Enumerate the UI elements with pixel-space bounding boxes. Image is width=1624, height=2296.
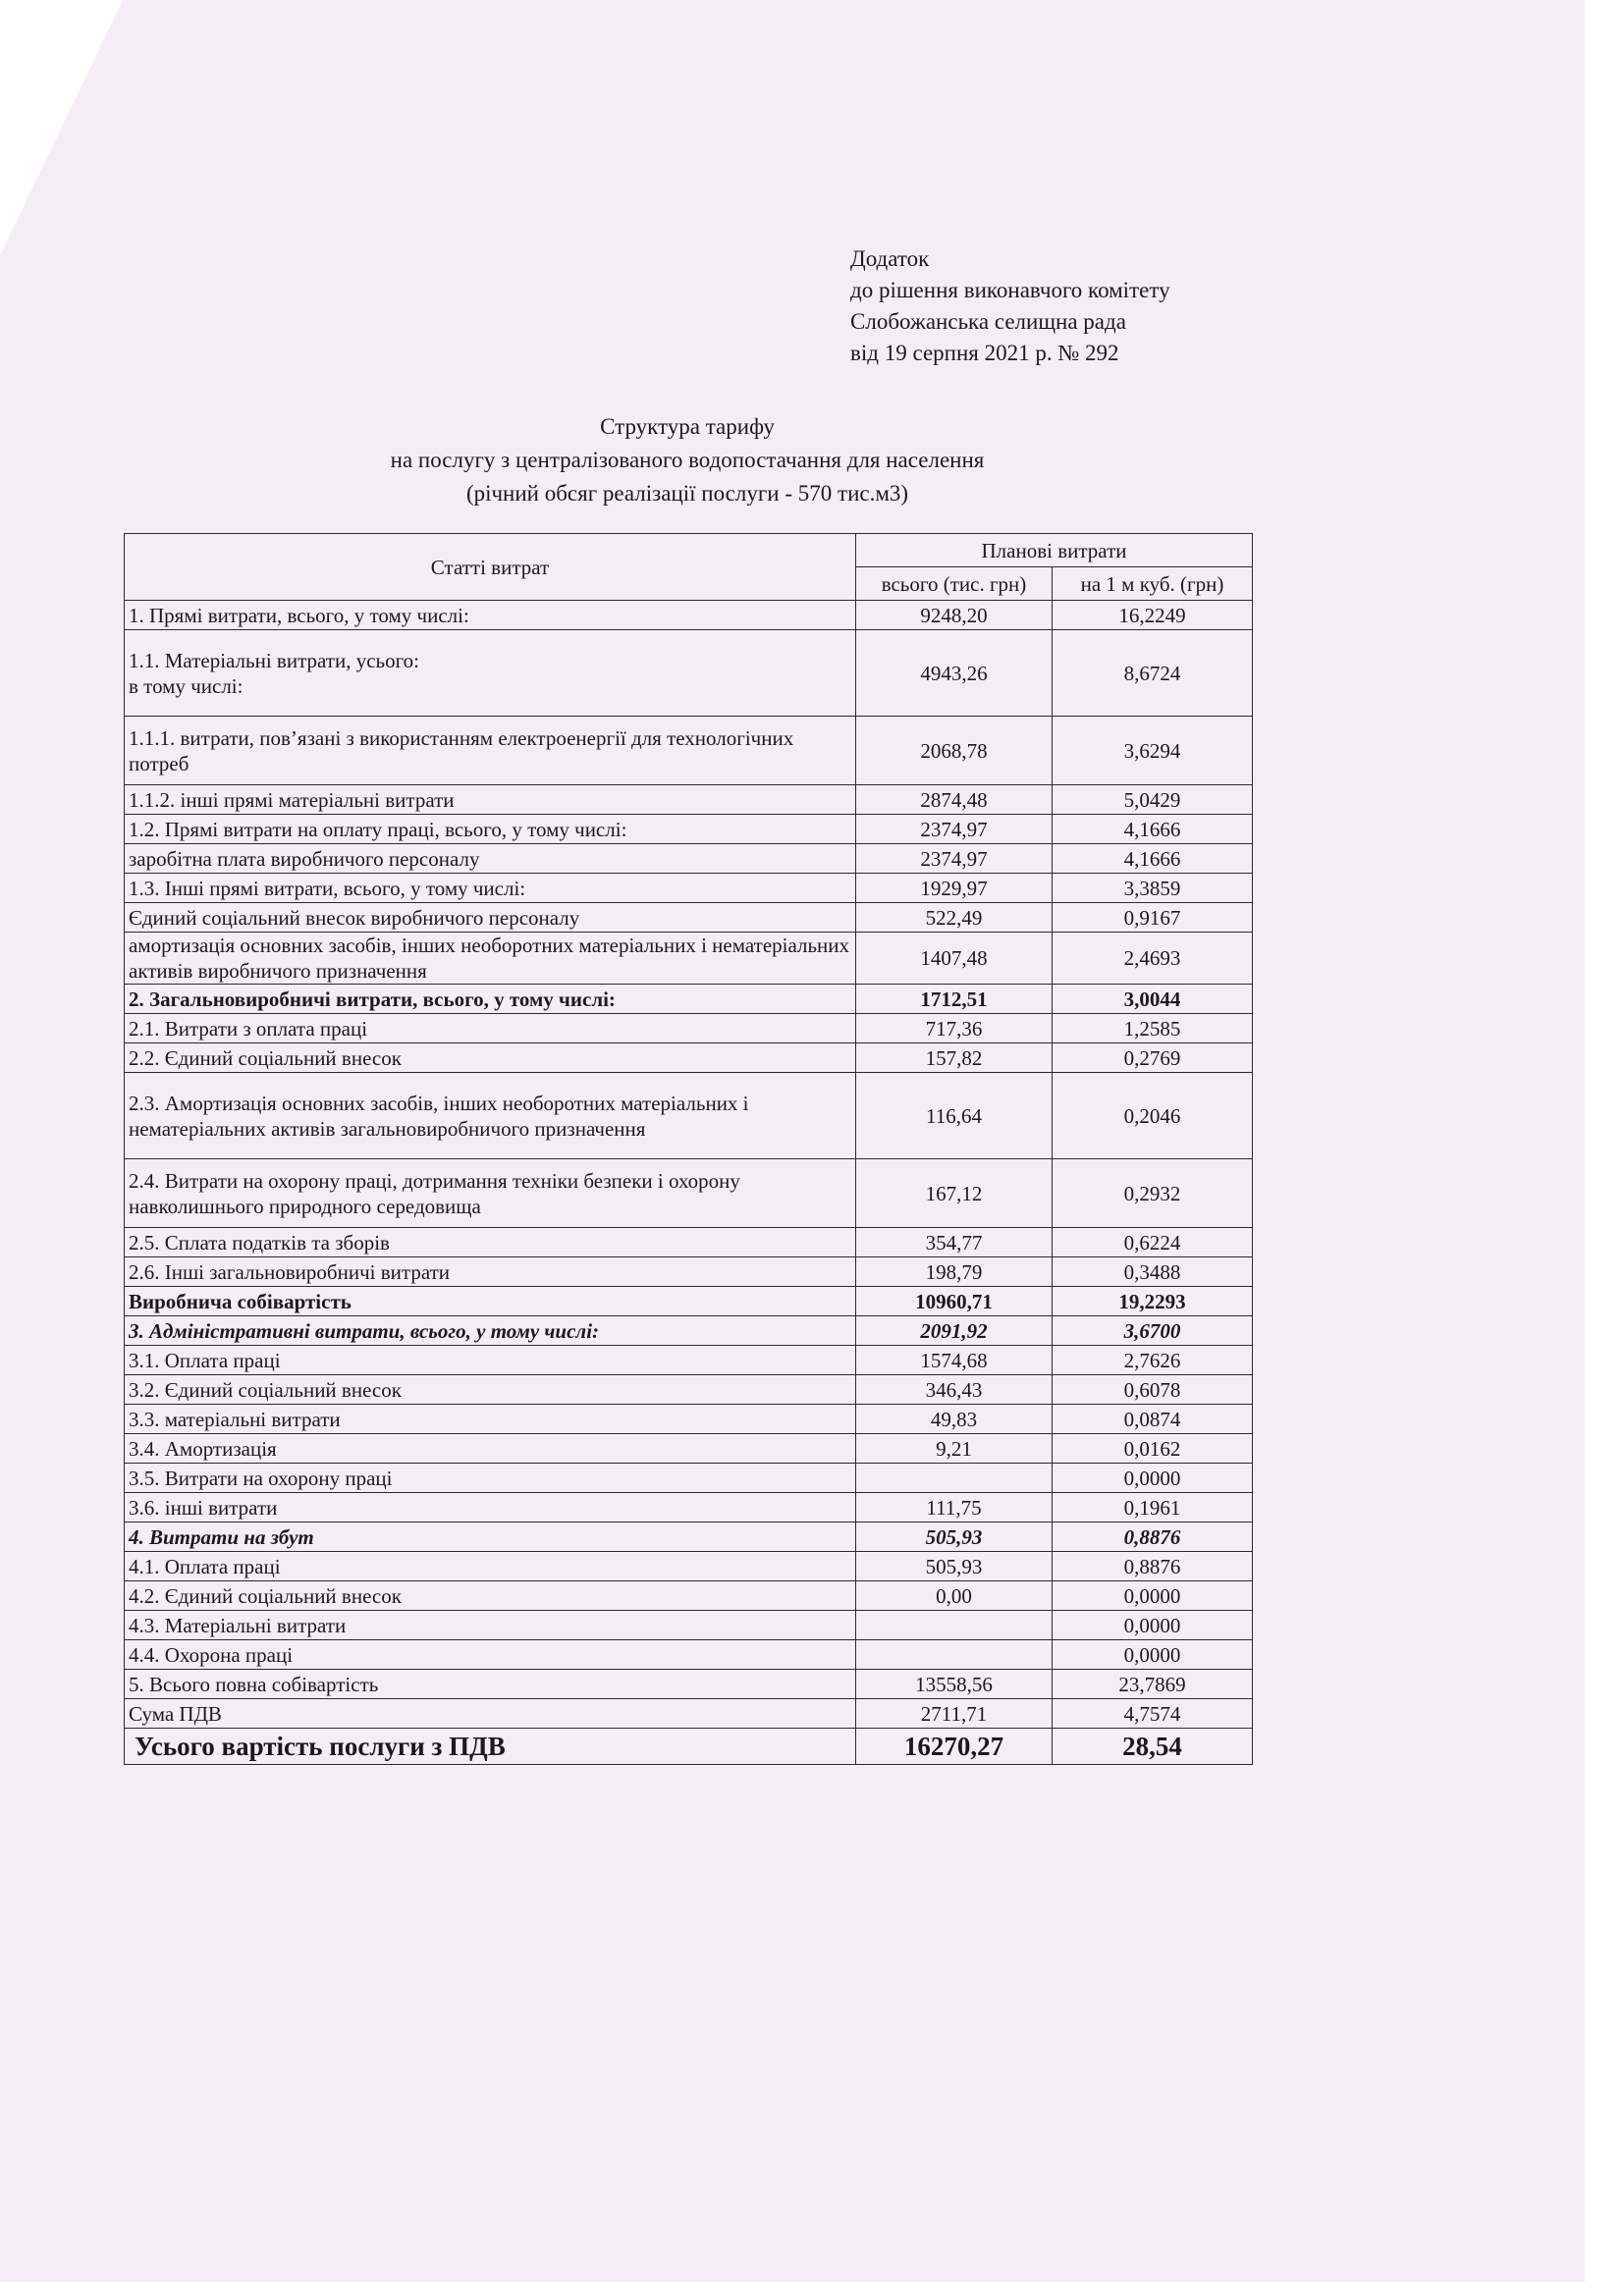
total-value: 2374,97 — [856, 815, 1053, 844]
appendix-note — [850, 243, 1170, 369]
per-m3-value: 3,0044 — [1053, 985, 1253, 1014]
table-row — [125, 1287, 1253, 1316]
table-row — [125, 815, 1253, 844]
table-row — [125, 1611, 1253, 1640]
cost-item-label: 1.2. Прямі витрати на оплату праці, всього, у тому числі: — [125, 815, 856, 844]
total-value: 2374,97 — [856, 844, 1053, 874]
total-value: 116,64 — [856, 1073, 1053, 1159]
per-m3-value: 8,6724 — [1053, 630, 1253, 717]
table-row — [125, 1699, 1253, 1729]
per-m3-value: 4,1666 — [1053, 815, 1253, 844]
table-row — [125, 1581, 1253, 1611]
per-m3-value: 3,6700 — [1053, 1316, 1253, 1346]
table-row — [125, 874, 1253, 903]
cost-item-label: 3.1. Оплата праці — [125, 1346, 856, 1375]
cost-item-label: 3.6. інші витрати — [125, 1493, 856, 1522]
cost-item-label: 4.2. Єдиний соціальний внесок — [125, 1581, 856, 1611]
per-m3-value: 0,3488 — [1053, 1257, 1253, 1287]
total-header: всього (тис. грн) — [856, 567, 1053, 601]
table-row — [125, 1014, 1253, 1043]
total-value: 198,79 — [856, 1257, 1053, 1287]
total-value: 2711,71 — [856, 1699, 1053, 1729]
total-value: 522,49 — [856, 903, 1053, 933]
document-title — [353, 410, 1021, 510]
per-m3-value: 2,4693 — [1053, 933, 1253, 985]
total-value: 2874,48 — [856, 785, 1053, 815]
table-row — [125, 1493, 1253, 1522]
per-m3-value: 4,1666 — [1053, 844, 1253, 874]
total-value: 9248,20 — [856, 601, 1053, 630]
cost-item-label: 3.5. Витрати на охорону праці — [125, 1464, 856, 1493]
table-row — [125, 1316, 1253, 1346]
table-row — [125, 1522, 1253, 1552]
per-m3-value: 0,0000 — [1053, 1640, 1253, 1670]
per-m3-value: 0,0000 — [1053, 1464, 1253, 1493]
total-value: 505,93 — [856, 1522, 1053, 1552]
per-m3-value: 1,2585 — [1053, 1014, 1253, 1043]
table-row — [125, 1464, 1253, 1493]
table-row — [125, 1670, 1253, 1699]
cost-item-label: 2.5. Сплата податків та зборів — [125, 1228, 856, 1257]
total-value: 1407,48 — [856, 933, 1053, 985]
per-m3-value: 0,0162 — [1053, 1434, 1253, 1464]
total-value: 354,77 — [856, 1228, 1053, 1257]
cost-item-label: 3.3. матеріальні витрати — [125, 1405, 856, 1434]
cost-item-label: 2. Загальновиробничі витрати, всього, у тому числі: — [125, 985, 856, 1014]
table-row — [125, 785, 1253, 815]
total-value: 49,83 — [856, 1405, 1053, 1434]
appendix-line: Додаток — [850, 246, 930, 271]
total-value: 0,00 — [856, 1581, 1053, 1611]
cost-item-label: 2.4. Витрати на охорону праці, дотримання техніки безпеки і охорону навколишнього природного середовища — [125, 1159, 856, 1228]
cost-item-label: 1.3. Інші прямі витрати, всього, у тому числі: — [125, 874, 856, 903]
cost-item-label: 1.1.2. інші прямі матеріальні витрати — [125, 785, 856, 815]
per-m3-value: 0,6224 — [1053, 1228, 1253, 1257]
cost-item-label: 3. Адміністративні витрати, всього, у тому числі: — [125, 1316, 856, 1346]
per-m3-value: 23,7869 — [1053, 1670, 1253, 1699]
table-row — [125, 1346, 1253, 1375]
per-m3-value: 16,2249 — [1053, 601, 1253, 630]
per-m3-value: 0,2046 — [1053, 1073, 1253, 1159]
total-value — [856, 1640, 1053, 1670]
table-row — [125, 844, 1253, 874]
table-row — [125, 1159, 1253, 1228]
cost-item-label: 2.1. Витрати з оплата праці — [125, 1014, 856, 1043]
total-value: 505,93 — [856, 1552, 1053, 1581]
table-row — [125, 1375, 1253, 1405]
total-value: 1712,51 — [856, 985, 1053, 1014]
cost-item-label: амортизація основних засобів, інших необоротних матеріальних і нематеріальних активів виробничого призначення — [125, 933, 856, 985]
total-value: 1929,97 — [856, 874, 1053, 903]
appendix-line: від 19 серпня 2021 р. № 292 — [850, 341, 1119, 365]
per-m3-value: 4,7574 — [1053, 1699, 1253, 1729]
table-row — [125, 1552, 1253, 1581]
cost-item-label: Усього вартість послуги з ПДВ — [125, 1729, 856, 1765]
total-value — [856, 1611, 1053, 1640]
appendix-line: Слобожанська селищна рада — [850, 309, 1126, 334]
title-line: на послугу з централізованого водопостачання для населення — [390, 448, 985, 472]
per-m3-value: 28,54 — [1053, 1729, 1253, 1765]
total-value: 167,12 — [856, 1159, 1053, 1228]
total-value: 346,43 — [856, 1375, 1053, 1405]
table-row — [125, 1640, 1253, 1670]
total-value: 16270,27 — [856, 1729, 1053, 1765]
cost-item-label: 4.1. Оплата праці — [125, 1552, 856, 1581]
per-m3-value: 0,8876 — [1053, 1522, 1253, 1552]
table-row — [125, 1434, 1253, 1464]
table-row — [125, 601, 1253, 630]
table-row — [125, 933, 1253, 985]
cost-item-label: 3.4. Амортизація — [125, 1434, 856, 1464]
cost-item-label: 1. Прямі витрати, всього, у тому числі: — [125, 601, 856, 630]
per-m3-value: 19,2293 — [1053, 1287, 1253, 1316]
cost-item-label: Виробнича собівартість — [125, 1287, 856, 1316]
cost-item-label: 2.2. Єдиний соціальний внесок — [125, 1043, 856, 1073]
total-value: 111,75 — [856, 1493, 1053, 1522]
total-value: 13558,56 — [856, 1670, 1053, 1699]
total-value: 2068,78 — [856, 717, 1053, 785]
per-m3-value: 5,0429 — [1053, 785, 1253, 815]
cost-item-label: 4.3. Матеріальні витрати — [125, 1611, 856, 1640]
per-m3-value: 0,9167 — [1053, 903, 1253, 933]
total-value: 4943,26 — [856, 630, 1053, 717]
table-row — [125, 1043, 1253, 1073]
per-m3-header: на 1 м куб. (грн) — [1053, 567, 1253, 601]
total-value: 10960,71 — [856, 1287, 1053, 1316]
table-row — [125, 717, 1253, 785]
cost-item-label: заробітна плата виробничого персоналу — [125, 844, 856, 874]
total-value: 2091,92 — [856, 1316, 1053, 1346]
cost-item-label: 2.6. Інші загальновиробничі витрати — [125, 1257, 856, 1287]
title-line: Структура тарифу — [600, 414, 775, 439]
per-m3-value: 0,6078 — [1053, 1375, 1253, 1405]
per-m3-value: 0,2932 — [1053, 1159, 1253, 1228]
per-m3-value: 0,2769 — [1053, 1043, 1253, 1073]
cost-item-label: 1.1. Матеріальні витрати, усього: в тому числі: — [125, 630, 856, 717]
per-m3-value: 0,1961 — [1053, 1493, 1253, 1522]
table-row — [125, 630, 1253, 717]
table-row — [125, 903, 1253, 933]
table-row — [125, 1228, 1253, 1257]
cost-item-label: Сума ПДВ — [125, 1699, 856, 1729]
items-header: Статті витрат — [125, 534, 856, 601]
total-value: 9,21 — [856, 1434, 1053, 1464]
title-line: (річний обсяг реалізації послуги - 570 тис.м3) — [465, 481, 909, 506]
cost-item-label: 2.3. Амортизація основних засобів, інших необоротних матеріальних і нематеріальних активів загальновиробничого призначення — [125, 1073, 856, 1159]
planned-header: Планові витрати — [856, 534, 1253, 567]
cost-item-label: 4. Витрати на збут — [125, 1522, 856, 1552]
per-m3-value: 0,8876 — [1053, 1552, 1253, 1581]
per-m3-value: 0,0000 — [1053, 1611, 1253, 1640]
per-m3-value: 3,3859 — [1053, 874, 1253, 903]
table-row — [125, 1405, 1253, 1434]
folded-corner — [0, 0, 123, 255]
cost-item-label: 4.4. Охорона праці — [125, 1640, 856, 1670]
table-row — [125, 1729, 1253, 1765]
table-row — [125, 985, 1253, 1014]
per-m3-value: 0,0874 — [1053, 1405, 1253, 1434]
cost-item-label: 1.1.1. витрати, пов’язані з використанням електроенергії для технологічних потреб — [125, 717, 856, 785]
total-value: 1574,68 — [856, 1346, 1053, 1375]
scan-edge — [0, 2282, 1624, 2296]
table-row — [125, 1257, 1253, 1287]
total-value: 157,82 — [856, 1043, 1053, 1073]
tariff-table — [124, 533, 1253, 1765]
scan-edge — [1585, 0, 1624, 2296]
per-m3-value: 0,0000 — [1053, 1581, 1253, 1611]
cost-item-label: 3.2. Єдиний соціальний внесок — [125, 1375, 856, 1405]
cost-item-label: 5. Всього повна собівартість — [125, 1670, 856, 1699]
cost-item-label: Єдиний соціальний внесок виробничого персоналу — [125, 903, 856, 933]
total-value — [856, 1464, 1053, 1493]
per-m3-value: 3,6294 — [1053, 717, 1253, 785]
appendix-line: до рішення виконавчого комітету — [850, 278, 1170, 302]
per-m3-value: 2,7626 — [1053, 1346, 1253, 1375]
total-value: 717,36 — [856, 1014, 1053, 1043]
table-row — [125, 1073, 1253, 1159]
